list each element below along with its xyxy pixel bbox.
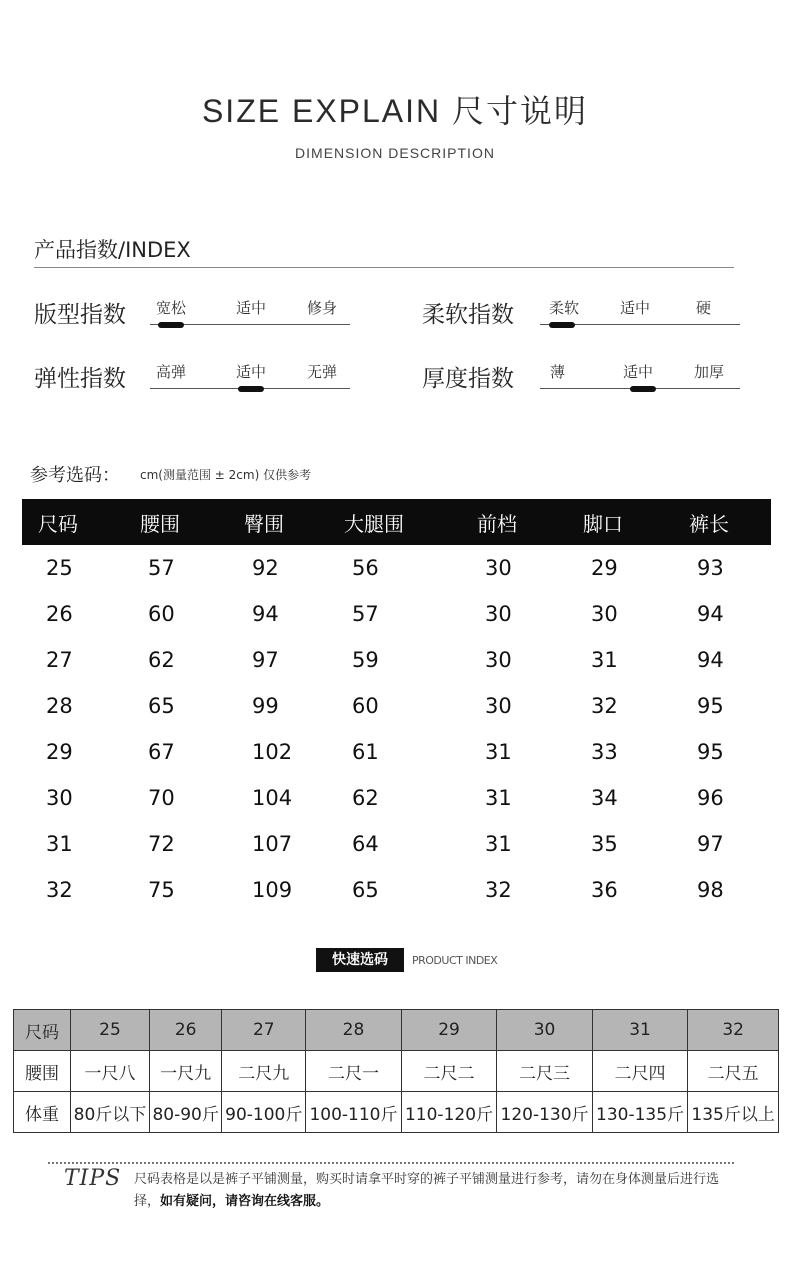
size-chart-header-cell: 腰围 xyxy=(124,499,228,545)
quick-select-badge: 快速选码 xyxy=(316,948,404,972)
quick-select-cell: 32 xyxy=(688,1010,779,1051)
size-chart-row xyxy=(22,867,771,913)
tips-text xyxy=(134,1169,734,1213)
index-label-softness: 柔软指数 xyxy=(422,302,514,328)
quick-select-cell: 二尺四 xyxy=(592,1051,688,1092)
quick-select-cell: 120-130斤 xyxy=(497,1092,593,1133)
size-chart-cell: 104 xyxy=(252,786,293,810)
size-chart-cell: 62 xyxy=(352,786,379,810)
size-chart-cell: 28 xyxy=(46,694,73,718)
tips-label: TIPS xyxy=(64,1166,122,1191)
size-chart-cell: 92 xyxy=(252,556,279,580)
quick-select-row-label: 体重 xyxy=(14,1092,71,1133)
quick-select-cell: 二尺九 xyxy=(222,1051,306,1092)
size-chart-cell: 30 xyxy=(485,602,512,626)
size-chart-cell: 62 xyxy=(148,648,175,672)
size-chart-cell: 30 xyxy=(46,786,73,810)
size-chart-cell: 25 xyxy=(46,556,73,580)
quick-select-cell: 130-135斤 xyxy=(592,1092,688,1133)
quick-select-row xyxy=(14,1051,779,1092)
size-chart-cell: 31 xyxy=(46,832,73,856)
size-chart-cell: 30 xyxy=(591,602,618,626)
size-chart-cell: 65 xyxy=(352,878,379,902)
size-chart-cell: 97 xyxy=(697,832,724,856)
size-chart-row xyxy=(22,545,771,591)
index-option: 适中 xyxy=(623,363,654,381)
quick-select-cell: 31 xyxy=(592,1010,688,1051)
size-chart-cell: 109 xyxy=(252,878,293,902)
index-scale-elasticity xyxy=(150,353,350,393)
size-chart-cell: 33 xyxy=(591,740,618,764)
quick-select-cell: 一尺八 xyxy=(71,1051,150,1092)
size-chart-row xyxy=(22,775,771,821)
size-chart-cell: 34 xyxy=(591,786,618,810)
size-chart-cell: 61 xyxy=(352,740,379,764)
index-divider xyxy=(34,267,734,268)
size-chart-cell: 26 xyxy=(46,602,73,626)
quick-select-cell: 30 xyxy=(497,1010,593,1051)
size-chart-cell: 97 xyxy=(252,648,279,672)
quick-select-row-label: 腰围 xyxy=(14,1051,71,1092)
size-chart-header-cell: 臀围 xyxy=(228,499,328,545)
size-chart-cell: 57 xyxy=(352,602,379,626)
quick-select-cell: 135斤以上 xyxy=(688,1092,779,1133)
size-chart-row xyxy=(22,591,771,637)
size-chart-cell: 31 xyxy=(485,740,512,764)
size-chart-cell: 31 xyxy=(485,832,512,856)
index-selected-marker xyxy=(238,386,264,392)
index-option: 适中 xyxy=(236,363,267,381)
tips-body: 尺码表格是以是裤子平铺测量，购买时请拿平时穿的裤子平铺测量进行参考，请勿在身体测量后进行选择， xyxy=(134,1172,720,1209)
size-chart-cell: 56 xyxy=(352,556,379,580)
quick-select-cell: 一尺九 xyxy=(150,1051,222,1092)
size-chart-table xyxy=(22,499,771,913)
index-scale-fit xyxy=(150,289,350,329)
index-selected-marker xyxy=(158,322,184,328)
size-chart-cell: 94 xyxy=(697,648,724,672)
size-chart-row xyxy=(22,821,771,867)
quick-select-row xyxy=(14,1092,779,1133)
index-option: 无弹 xyxy=(307,363,338,381)
quick-select-cell: 二尺二 xyxy=(401,1051,497,1092)
size-chart-row xyxy=(22,683,771,729)
size-chart-header-cell: 尺码 xyxy=(22,499,124,545)
quick-select-cell: 90-100斤 xyxy=(222,1092,306,1133)
index-label-thickness: 厚度指数 xyxy=(422,366,514,392)
size-chart-cell: 95 xyxy=(697,694,724,718)
tips-emphasis: 如有疑问，请咨询在线客服。 xyxy=(160,1194,330,1209)
tips-divider xyxy=(48,1162,734,1164)
index-option: 宽松 xyxy=(156,299,187,317)
index-heading: 产品指数/INDEX xyxy=(34,238,191,262)
size-chart-header-cell: 脚口 xyxy=(567,499,673,545)
index-option: 薄 xyxy=(550,363,566,381)
size-chart-cell: 96 xyxy=(697,786,724,810)
quick-select-cell: 25 xyxy=(71,1010,150,1051)
size-chart-cell: 67 xyxy=(148,740,175,764)
index-label-fit: 版型指数 xyxy=(34,302,126,328)
size-chart-header-cell: 大腿围 xyxy=(328,499,461,545)
quick-select-cell: 27 xyxy=(222,1010,306,1051)
size-chart-cell: 98 xyxy=(697,878,724,902)
size-chart-cell: 65 xyxy=(148,694,175,718)
size-chart-cell: 32 xyxy=(485,878,512,902)
size-chart-row xyxy=(22,729,771,775)
index-option: 硬 xyxy=(696,299,712,317)
size-chart-cell: 31 xyxy=(591,648,618,672)
quick-select-badge-en: PRODUCT INDEX xyxy=(412,954,498,967)
index-option: 适中 xyxy=(620,299,651,317)
size-chart-cell: 93 xyxy=(697,556,724,580)
size-chart-cell: 72 xyxy=(148,832,175,856)
quick-select-row xyxy=(14,1010,779,1051)
size-chart-cell: 31 xyxy=(485,786,512,810)
index-option: 高弹 xyxy=(156,363,187,381)
size-chart-cell: 59 xyxy=(352,648,379,672)
quick-select-cell: 二尺一 xyxy=(306,1051,402,1092)
quick-select-cell: 80-90斤 xyxy=(150,1092,222,1133)
size-chart-cell: 32 xyxy=(46,878,73,902)
size-chart-cell: 30 xyxy=(485,648,512,672)
size-chart-cell: 107 xyxy=(252,832,293,856)
size-chart-cell: 36 xyxy=(591,878,618,902)
index-scale-thickness xyxy=(540,353,740,393)
size-chart-cell: 32 xyxy=(591,694,618,718)
reference-note: cm(测量范围 ± 2cm) 仅供参考 xyxy=(140,468,312,482)
index-option: 柔软 xyxy=(549,299,580,317)
size-chart-cell: 57 xyxy=(148,556,175,580)
size-chart-cell: 94 xyxy=(697,602,724,626)
index-option: 修身 xyxy=(307,299,338,317)
size-chart-cell: 29 xyxy=(46,740,73,764)
quick-select-cell: 29 xyxy=(401,1010,497,1051)
size-chart-cell: 64 xyxy=(352,832,379,856)
size-chart-header-cell: 裤长 xyxy=(673,499,771,545)
size-chart-cell: 102 xyxy=(252,740,293,764)
index-scale-softness xyxy=(540,289,740,329)
quick-select-cell: 100-110斤 xyxy=(306,1092,402,1133)
size-chart-header-cell: 前档 xyxy=(461,499,567,545)
size-chart-row xyxy=(22,637,771,683)
quick-select-cell: 110-120斤 xyxy=(401,1092,497,1133)
index-option: 适中 xyxy=(236,299,267,317)
size-chart-cell: 60 xyxy=(352,694,379,718)
quick-select-cell: 28 xyxy=(306,1010,402,1051)
size-chart-cell: 30 xyxy=(485,694,512,718)
quick-select-cell: 二尺五 xyxy=(688,1051,779,1092)
quick-select-table xyxy=(13,1009,779,1133)
quick-select-cell: 26 xyxy=(150,1010,222,1051)
size-chart-cell: 35 xyxy=(591,832,618,856)
size-chart-cell: 70 xyxy=(148,786,175,810)
size-chart-cell: 99 xyxy=(252,694,279,718)
size-chart-cell: 60 xyxy=(148,602,175,626)
page-title: SIZE EXPLAIN 尺寸说明 xyxy=(201,93,589,129)
size-chart-header-row xyxy=(22,499,771,545)
size-chart-cell: 94 xyxy=(252,602,279,626)
size-chart-cell: 27 xyxy=(46,648,73,672)
index-label-elasticity: 弹性指数 xyxy=(34,366,126,392)
size-chart-cell: 30 xyxy=(485,556,512,580)
reference-label: 参考选码： xyxy=(30,465,120,486)
size-chart-cell: 29 xyxy=(591,556,618,580)
quick-select-cell: 80斤以下 xyxy=(71,1092,150,1133)
page-subtitle: DIMENSION DESCRIPTION xyxy=(295,145,495,161)
size-chart-cell: 95 xyxy=(697,740,724,764)
index-selected-marker xyxy=(630,386,656,392)
size-chart-cell: 75 xyxy=(148,878,175,902)
quick-select-cell: 二尺三 xyxy=(497,1051,593,1092)
quick-select-row-label: 尺码 xyxy=(14,1010,71,1051)
index-selected-marker xyxy=(549,322,575,328)
index-option: 加厚 xyxy=(694,363,725,381)
